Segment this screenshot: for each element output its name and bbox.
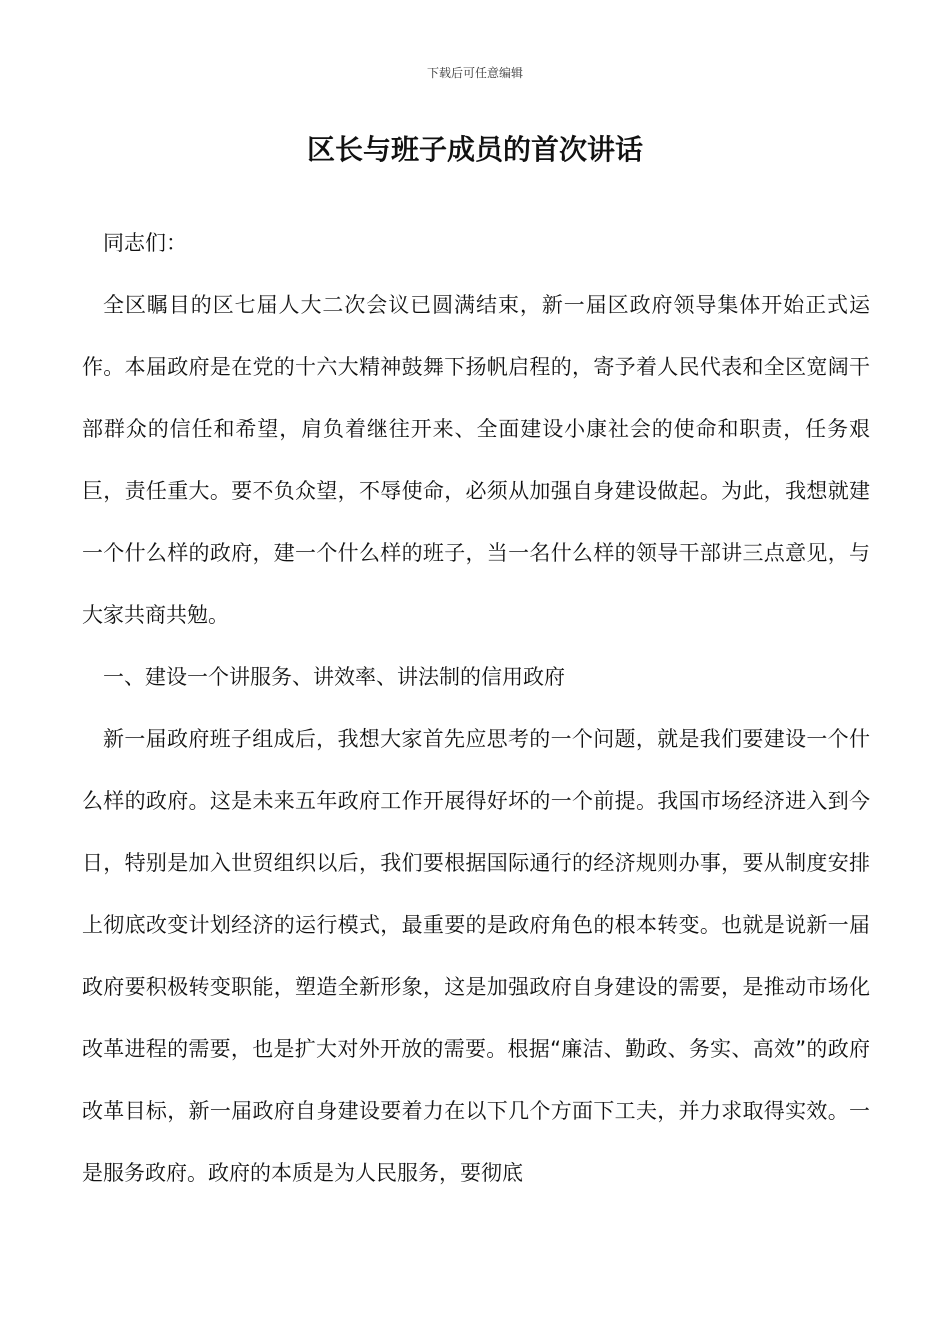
document-body <box>82 212 870 1204</box>
section-one-paragraph: 新一届政府班子组成后，我想大家首先应思考的一个问题，就是我们要建设一个什么样的政府。这是未来五年政府工作开展得好坏的一个前提。我国市场经济进入到今日，特别是加入世贸组织以后，我们要根据国际通行的经济规则办事，要从制度安排上彻底改变计划经济的运行模式，最重要的是政府角色的根本转变。也就是说新一届政府要积极转变职能，塑造全新形象，这是加强政府自身建设的需要，是推动市场化改革进程的需要，也是扩大对外开放的需要。根据“廉洁、勤政、务实、高效”的政府改革目标，新一届政府自身建设要着力在以下几个方面下工夫，并力求取得实效。一是服务政府。政府的本质是为人民服务，要彻底 <box>82 727 870 1185</box>
header-note: 下载后可任意编辑 <box>426 66 523 80</box>
section-heading: 一、建设一个讲服务、讲效率、讲法制的信用政府 <box>103 665 565 689</box>
document-title: 区长与班子成员的首次讲话 <box>306 133 643 166</box>
intro-paragraph: 全区瞩目的区七届人大二次会议已圆满结束，新一届区政府领导集体开始正式运作。本届政府是在党的十六大精神鼓舞下扬帆启程的，寄予着人民代表和全区宽阔干部群众的信任和希望，肩负着继往开来、全面建设小康社会的使命和职责，任务艰巨，责任重大。要不负众望，不辱使命，必须从加强自身建设做起。为此，我想就建一个什么样的政府，建一个什么样的班子，当一名什么样的领导干部讲三点意见，与大家共商共勉。 <box>82 293 870 627</box>
salutation-paragraph: 同志们： <box>103 231 187 255</box>
